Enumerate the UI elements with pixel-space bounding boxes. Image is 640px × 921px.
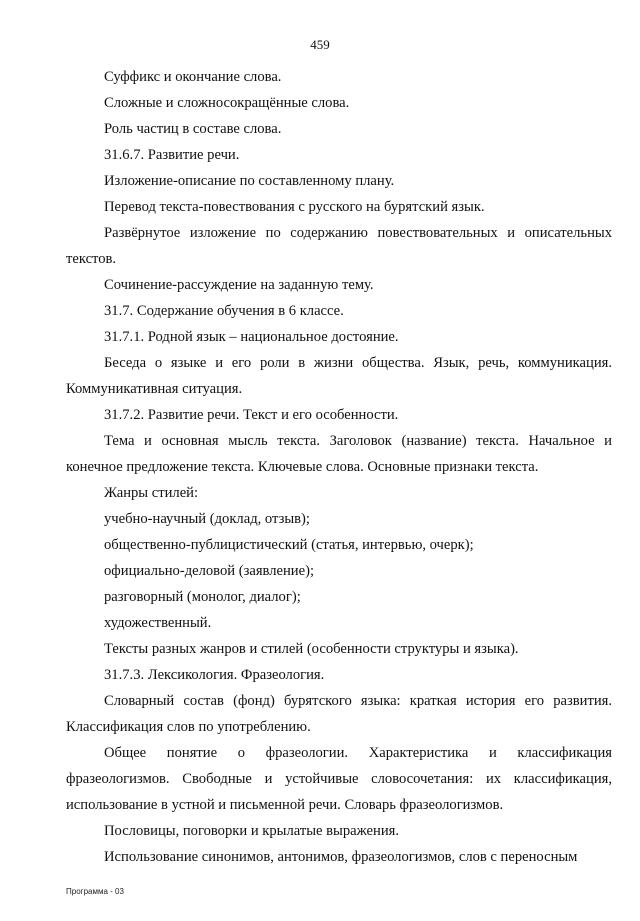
paragraph: Использование синонимов, антонимов, фразеологизмов, слов с переносным <box>104 849 578 865</box>
paragraph: Роль частиц в составе слова. <box>104 121 282 137</box>
list-item: разговорный (монолог, диалог); <box>104 589 301 605</box>
paragraph: Общее понятие о фразеологии. Характеристика и классификация фразеологизмов. Свободные и устойчивые словосочетания: их классификация, использование в устной и письменной речи. Словарь фразеологизмов. <box>66 745 612 813</box>
paragraph: Тема и основная мысль текста. Заголовок (название) текста. Начальное и конечное предложение текста. Ключевые слова. Основные признаки текста. <box>66 433 612 475</box>
paragraph: Беседа о языке и его роли в жизни общества. Язык, речь, коммуникация. Коммуникативная ситуация. <box>66 355 612 397</box>
list-item: учебно-научный (доклад, отзыв); <box>104 511 310 527</box>
paragraph: Суффикс и окончание слова. <box>104 69 282 85</box>
paragraph: Изложение-описание по составленному плану. <box>104 173 395 189</box>
list-item: художественный. <box>104 615 212 631</box>
section-heading: 31.7.3. Лексикология. Фразеология. <box>104 667 325 683</box>
paragraph: Перевод текста-повествования с русского на бурятский язык. <box>104 199 485 215</box>
paragraph: Сочинение-рассуждение на заданную тему. <box>104 277 374 293</box>
paragraph: Пословицы, поговорки и крылатые выражения. <box>104 823 399 839</box>
paragraph: Словарный состав (фонд) бурятского языка: краткая история его развития. Классификация слов по употреблению. <box>66 693 612 735</box>
page-number: 459 <box>310 37 330 52</box>
paragraph: Развёрнутое изложение по содержанию повествовательных и описательных текстов. <box>66 225 612 267</box>
section-heading: 31.6.7. Развитие речи. <box>104 147 240 163</box>
list-item: официально-деловой (заявление); <box>104 563 315 579</box>
section-heading: 31.7. Содержание обучения в 6 классе. <box>104 303 344 319</box>
list-item: общественно-публицистический (статья, интервью, очерк); <box>104 537 474 553</box>
footer-label: Программа - 03 <box>66 887 124 896</box>
paragraph: Сложные и сложносокращённые слова. <box>104 95 350 111</box>
section-heading: 31.7.1. Родной язык – национальное достояние. <box>104 329 399 345</box>
section-heading: 31.7.2. Развитие речи. Текст и его особенности. <box>104 407 399 423</box>
paragraph: Жанры стилей: <box>104 485 199 501</box>
document-body <box>66 64 612 870</box>
paragraph: Тексты разных жанров и стилей (особенности структуры и языка). <box>104 641 519 657</box>
